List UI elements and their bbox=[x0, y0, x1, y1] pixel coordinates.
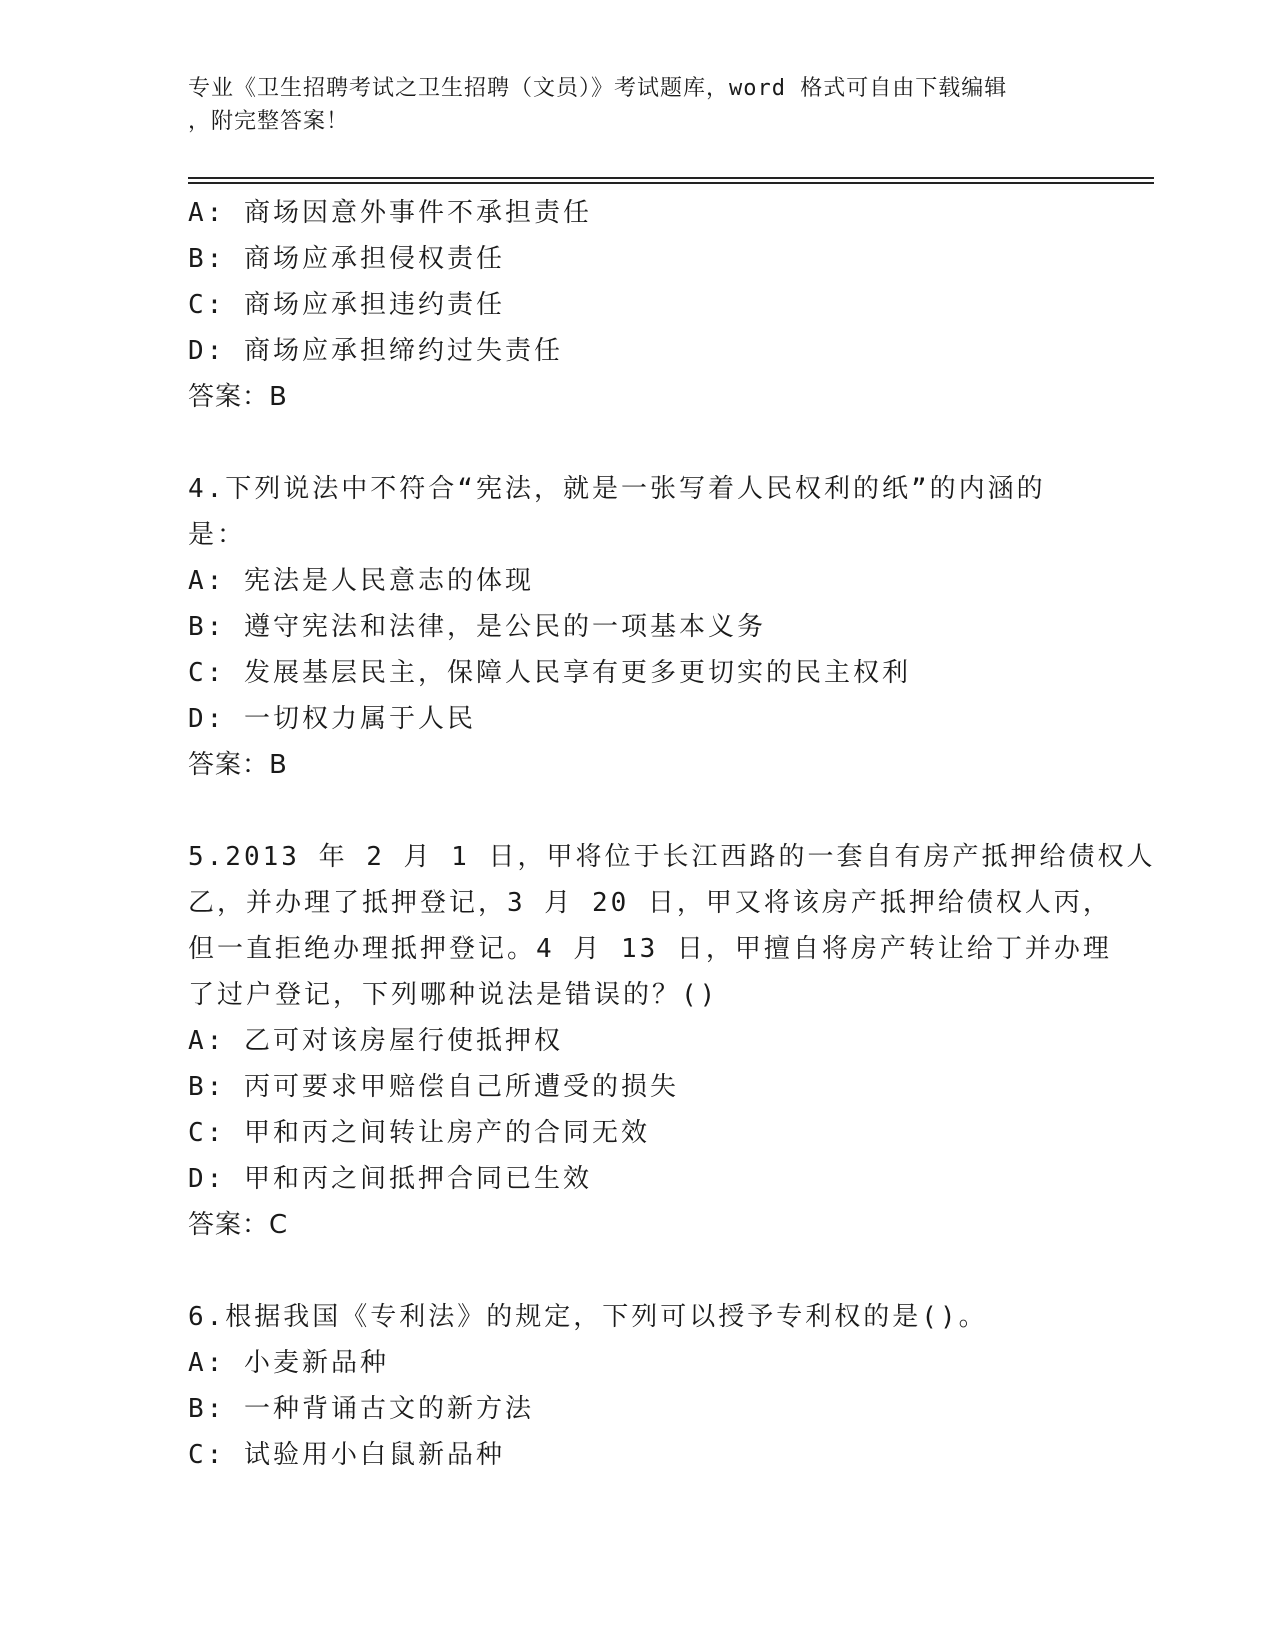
header-line-2: ，附完整答案！ bbox=[188, 109, 350, 134]
header-line-1: 专业《卫生招聘考试之卫生招聘（文员）》考试题库，word 格式可自由下载编辑 bbox=[188, 76, 1008, 101]
spacer bbox=[188, 1248, 1068, 1294]
spacer bbox=[188, 788, 1068, 834]
option-c: C: 甲和丙之间转让房产的合同无效 bbox=[188, 1118, 650, 1148]
option-a: A: 宪法是人民意志的体现 bbox=[188, 566, 534, 596]
question-stem-line: 6.根据我国《专利法》的规定，下列可以授予专利权的是()。 bbox=[188, 1302, 988, 1332]
answer-line: 答案：C bbox=[188, 1210, 289, 1240]
answer-line: 答案：B bbox=[188, 382, 288, 412]
document-body bbox=[188, 190, 1156, 1478]
option-b: B: 遵守宪法和法律，是公民的一项基本义务 bbox=[188, 612, 766, 642]
answer-line: 答案：B bbox=[188, 750, 288, 780]
question-stem-line: 乙，并办理了抵押登记，3 月 20 日，甲又将该房产抵押给债权人丙， bbox=[188, 888, 1112, 918]
option-d: D: 一切权力属于人民 bbox=[188, 704, 476, 734]
document-header bbox=[188, 72, 1068, 138]
spacer bbox=[188, 420, 1068, 466]
question-5 bbox=[188, 834, 1156, 1248]
question-stem-line: 5.2013 年 2 月 1 日，甲将位于长江西路的一套自有房产抵押给债权人 bbox=[188, 842, 1156, 872]
option-c: C: 试验用小白鼠新品种 bbox=[188, 1440, 505, 1470]
option-a: A: 小麦新品种 bbox=[188, 1348, 389, 1378]
question-3 bbox=[188, 190, 1068, 420]
question-stem-line: 了过户登记，下列哪种说法是错误的？() bbox=[188, 980, 719, 1010]
question-stem-line: 是： bbox=[188, 520, 247, 550]
question-6 bbox=[188, 1294, 1068, 1478]
header-divider-top bbox=[188, 177, 1154, 179]
option-d: D: 甲和丙之间抵押合同已生效 bbox=[188, 1164, 592, 1194]
option-c: C: 发展基层民主，保障人民享有更多更切实的民主权利 bbox=[188, 658, 911, 688]
question-4 bbox=[188, 466, 1068, 788]
option-b: B: 商场应承担侵权责任 bbox=[188, 244, 505, 274]
option-a: A: 商场因意外事件不承担责任 bbox=[188, 198, 592, 228]
header-divider-bottom bbox=[188, 182, 1154, 184]
option-d: D: 商场应承担缔约过失责任 bbox=[188, 336, 563, 366]
question-stem-line: 4.下列说法中不符合“宪法，就是一张写着人民权利的纸”的内涵的 bbox=[188, 474, 1046, 504]
option-b: B: 一种背诵古文的新方法 bbox=[188, 1394, 534, 1424]
option-c: C: 商场应承担违约责任 bbox=[188, 290, 505, 320]
option-a: A: 乙可对该房屋行使抵押权 bbox=[188, 1026, 563, 1056]
option-b: B: 丙可要求甲赔偿自己所遭受的损失 bbox=[188, 1072, 679, 1102]
question-stem-line: 但一直拒绝办理抵押登记。4 月 13 日，甲擅自将房产转让给丁并办理 bbox=[188, 934, 1112, 964]
